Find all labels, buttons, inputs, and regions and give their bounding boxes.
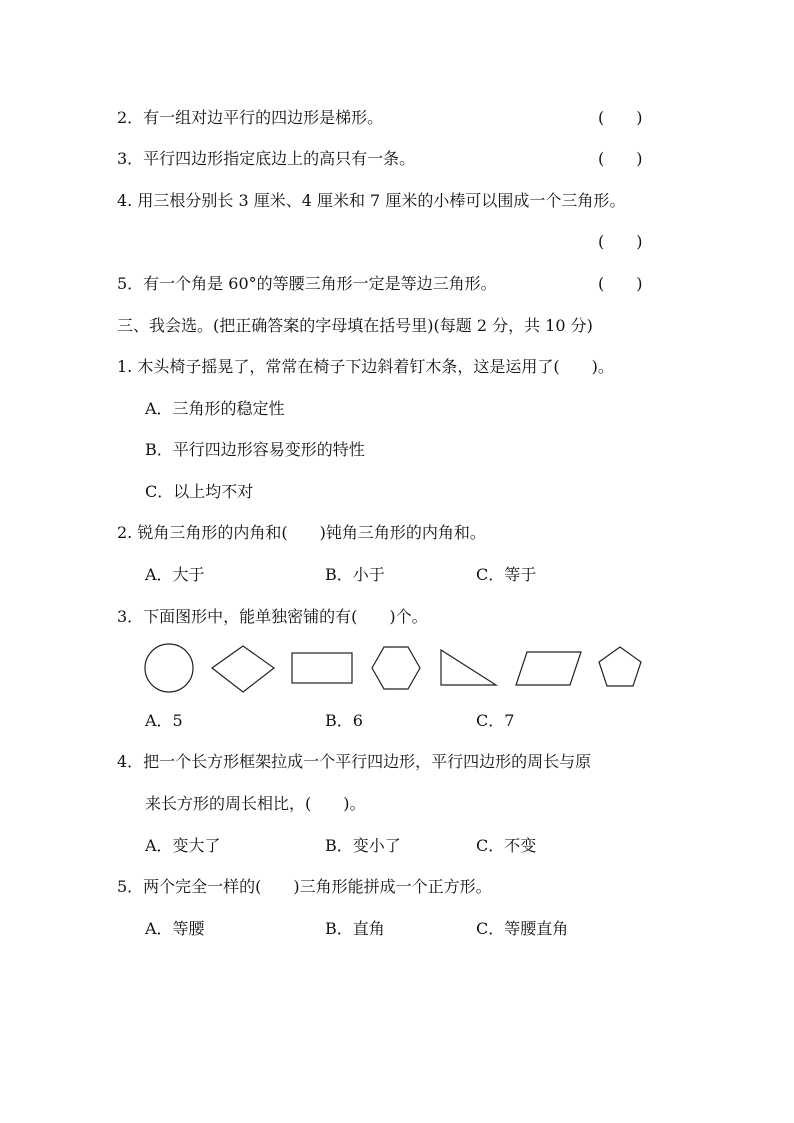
- q2-option-c: C．等于: [476, 565, 537, 584]
- question-5: 5．两个完全一样的( )三角形能拼成一个正方形。: [117, 877, 492, 896]
- answer-paren-5[interactable]: ( ): [598, 274, 643, 293]
- q3-option-c: C．7: [476, 711, 515, 730]
- answer-paren-3[interactable]: ( ): [598, 149, 643, 168]
- q1-option-b: B．平行四边形容易变形的特性: [145, 440, 365, 459]
- question-3: 3．下面图形中，能单独密铺的有( )个。: [117, 607, 428, 626]
- q3-option-a: A．5: [145, 711, 183, 730]
- q3-option-b: B．6: [325, 711, 363, 730]
- answer-paren-2[interactable]: ( ): [598, 108, 643, 127]
- pentagon-shape: [599, 647, 641, 686]
- question-1: 1. 木头椅子摇晃了，常常在椅子下边斜着钉木条，这是运用了( )。: [117, 357, 614, 376]
- q5-option-c: C．等腰直角: [476, 919, 569, 938]
- parallelogram-shape: [516, 652, 581, 685]
- right-triangle-shape: [441, 650, 496, 685]
- q5-option-b: B．直角: [325, 919, 385, 938]
- circle-shape: [145, 644, 193, 692]
- q1-option-a: A．三角形的稳定性: [145, 399, 285, 418]
- q4-option-b: B．变小了: [325, 836, 401, 855]
- question-4-line2: 来长方形的周长相比，( )。: [145, 794, 366, 813]
- section-heading: 三、我会选。(把正确答案的字母填在括号里)(每题 2 分，共 10 分): [117, 316, 593, 335]
- q5-option-a: A．等腰: [145, 919, 205, 938]
- q2-option-b: B．小于: [325, 565, 385, 584]
- hexagon-shape: [372, 647, 420, 689]
- judge-item-4: 4. 用三根分别长 3 厘米、4 厘米和 7 厘米的小棒可以围成一个三角形。: [117, 191, 626, 210]
- q4-option-c: C．不变: [476, 836, 537, 855]
- rectangle-shape: [292, 653, 352, 683]
- question-4-line1: 4．把一个长方形框架拉成一个平行四边形，平行四边形的周长与原: [117, 752, 592, 771]
- judge-item-5: 5．有一个角是 60°的等腰三角形一定是等边三角形。: [117, 274, 497, 293]
- question-2: 2. 锐角三角形的内角和( )钝角三角形的内角和。: [117, 523, 486, 542]
- rhombus-shape: [212, 646, 274, 692]
- judge-item-3: 3．平行四边形指定底边上的高只有一条。: [117, 149, 416, 168]
- judge-item-2: 2．有一组对边平行的四边形是梯形。: [117, 108, 384, 127]
- q4-option-a: A．变大了: [145, 836, 221, 855]
- q2-option-a: A．大于: [145, 565, 205, 584]
- answer-paren-4[interactable]: ( ): [598, 232, 643, 251]
- q1-option-c: C．以上均不对: [145, 482, 254, 501]
- shapes-figure: [138, 638, 658, 698]
